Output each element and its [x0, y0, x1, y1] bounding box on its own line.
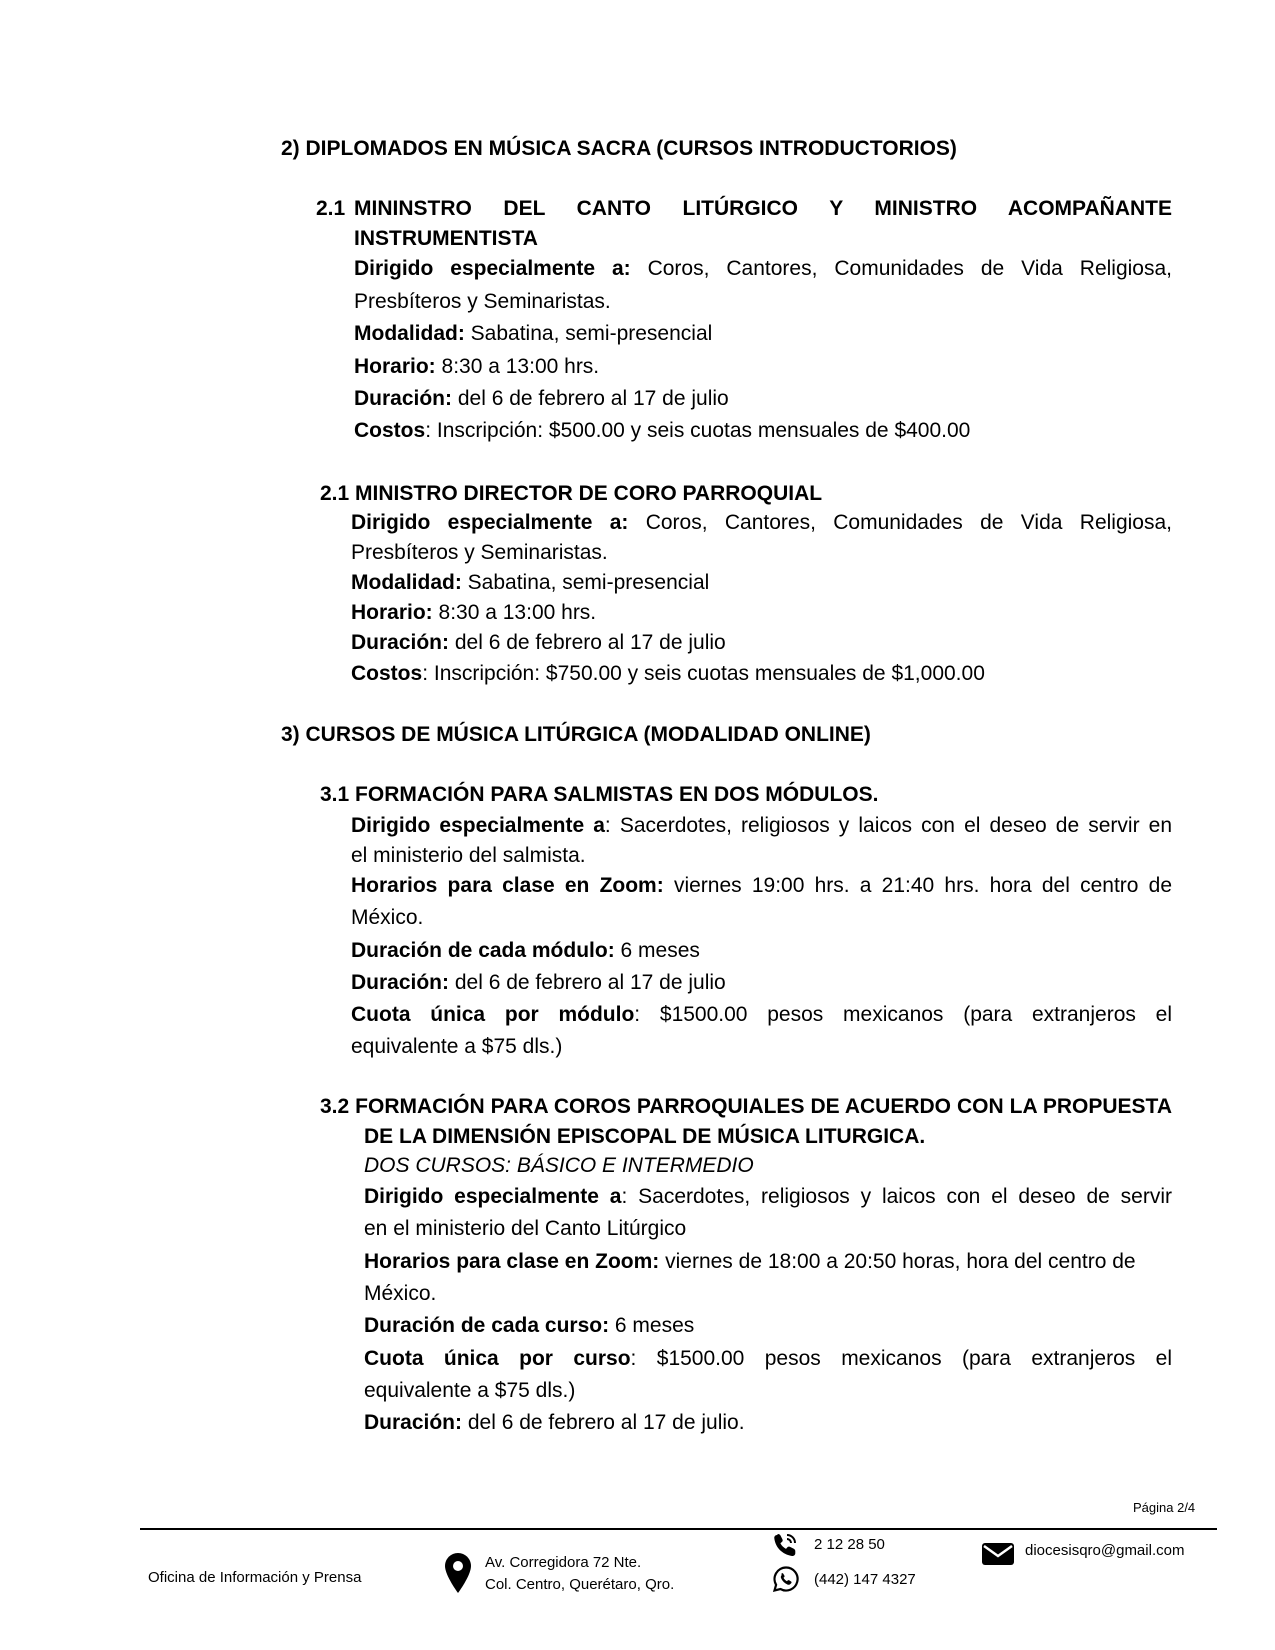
location-pin-icon — [445, 1553, 471, 1593]
label: Duración: — [351, 631, 450, 654]
value: del 6 de febrero al 17 de julio. — [467, 1411, 745, 1434]
course-3-2-horarios — [364, 1246, 1136, 1278]
course-3-2-title-line2: DE LA DIMENSIÓN EPISCOPAL DE MÚSICA LITURGICA. — [364, 1125, 926, 1148]
label: Dirigido especialmente a — [364, 1185, 622, 1208]
whatsapp-icon — [772, 1565, 800, 1593]
course-3-2-subtitle: DOS CURSOS: BÁSICO E INTERMEDIO — [364, 1154, 754, 1177]
footer-address-line2: Col. Centro, Querétaro, Qro. — [485, 1576, 675, 1593]
footer-office: Oficina de Información y Prensa — [148, 1569, 362, 1586]
footer-divider — [140, 1528, 1217, 1530]
course-3-1-cuota-cont: equivalente a $75 dls.) — [351, 1035, 563, 1058]
label: Modalidad: — [351, 571, 462, 594]
label: Cuota única por módulo — [351, 1003, 635, 1026]
value: Coros, Cantores, Comunidades de Vida Religiosa, — [645, 511, 1172, 534]
value: Coros, Cantores, Comunidades de Vida Religiosa, — [647, 257, 1172, 280]
value: : Inscripción: $750.00 y seis cuotas mensuales de $1,000.00 — [422, 662, 985, 685]
value: del 6 de febrero al 17 de julio — [457, 387, 729, 410]
course-2-1-duracion — [354, 383, 729, 415]
value: del 6 de febrero al 17 de julio — [454, 631, 726, 654]
course-3-2-duracion-curso — [364, 1310, 694, 1342]
course-3-1-horarios — [351, 870, 1172, 902]
value: : Inscripción: $500.00 y seis cuotas mensuales de $400.00 — [425, 419, 971, 442]
label: Horarios para clase en Zoom: — [364, 1250, 660, 1273]
footer-email: diocesisqro@gmail.com — [1025, 1542, 1185, 1559]
value: : Sacerdotes, religiosos y laicos con el deseo de servir en — [604, 814, 1173, 837]
label: Dirigido especialmente a — [351, 814, 605, 837]
course-3-1-duracion-modulo — [351, 935, 700, 967]
course-2-2-modalidad — [351, 567, 709, 599]
value: 8:30 a 13:00 hrs. — [441, 355, 600, 378]
footer-whatsapp: (442) 147 4327 — [814, 1571, 916, 1588]
value: Sabatina, semi-presencial — [470, 322, 713, 345]
phone-icon — [772, 1532, 798, 1558]
course-2-1-number: 2.1 — [316, 197, 346, 220]
value: : $1500.00 pesos mexicanos (para extranjeros el — [630, 1347, 1172, 1370]
course-3-1-dirigido — [351, 810, 1172, 842]
course-3-1-duracion — [351, 967, 726, 999]
label: Horario: — [354, 355, 436, 378]
value: del 6 de febrero al 17 de julio — [454, 971, 726, 994]
value: viernes 19:00 hrs. a 21:40 hrs. hora del centro de — [673, 874, 1173, 897]
section3-heading: 3) CURSOS DE MÚSICA LITÚRGICA (MODALIDAD ONLINE) — [281, 723, 871, 746]
label: Horario: — [351, 601, 433, 624]
label: Cuota única por curso — [364, 1347, 631, 1370]
label: Horarios para clase en Zoom: — [351, 874, 664, 897]
course-2-2-duracion — [351, 627, 726, 659]
value: viernes de 18:00 a 20:50 horas, hora del centro de — [665, 1250, 1136, 1273]
value: 8:30 a 13:00 hrs. — [438, 601, 597, 624]
label: Costos — [351, 662, 423, 685]
course-2-2-costos — [351, 658, 985, 690]
course-2-1-title-line1: MININSTRO DEL CANTO LITÚRGICO Y MINISTRO ACOMPAÑANTE — [354, 197, 1172, 220]
course-3-2-duracion — [364, 1407, 745, 1439]
label: Costos — [354, 419, 426, 442]
value: Sabatina, semi-presencial — [467, 571, 710, 594]
course-2-1-title-line2: INSTRUMENTISTA — [354, 227, 538, 250]
section2-heading: 2) DIPLOMADOS EN MÚSICA SACRA (CURSOS INTRODUCTORIOS) — [281, 137, 957, 160]
label: Duración de cada curso: — [364, 1314, 610, 1337]
footer-phone: 2 12 28 50 — [814, 1536, 885, 1553]
course-2-2-title: 2.1 MINISTRO DIRECTOR DE CORO PARROQUIAL — [320, 482, 823, 505]
course-2-2-dirigido — [351, 507, 1172, 539]
course-3-2-cuota-cont: equivalente a $75 dls.) — [364, 1379, 576, 1402]
value: 6 meses — [614, 1314, 695, 1337]
page-number: Página 2/4 — [1133, 1500, 1196, 1515]
label: Modalidad: — [354, 322, 465, 345]
value: 6 meses — [620, 939, 700, 962]
course-2-2-horario — [351, 597, 596, 629]
mail-icon — [982, 1541, 1014, 1567]
course-3-1-title: 3.1 FORMACIÓN PARA SALMISTAS EN DOS MÓDULOS. — [320, 783, 879, 806]
label: Duración: — [351, 971, 450, 994]
course-3-2-dirigido — [364, 1181, 1172, 1213]
course-3-2-dirigido-cont: en el ministerio del Canto Litúrgico — [364, 1217, 687, 1240]
course-2-2-dirigido-cont: Presbíteros y Seminaristas. — [351, 541, 608, 564]
value: : $1500.00 pesos mexicanos (para extranjeros el — [634, 1003, 1172, 1026]
label: Dirigido especialmente a: — [354, 257, 631, 280]
course-2-1-horario — [354, 351, 599, 383]
course-3-2-title-line1: 3.2 FORMACIÓN PARA COROS PARROQUIALES DE ACUERDO CON LA PROPUESTA — [320, 1095, 1172, 1118]
label: Dirigido especialmente a: — [351, 511, 629, 534]
label: Duración: — [364, 1411, 463, 1434]
course-3-2-cuota — [364, 1343, 1172, 1375]
course-3-1-cuota — [351, 999, 1172, 1031]
course-3-2-horarios-cont: México. — [364, 1282, 437, 1305]
course-2-1-dirigido-cont: Presbíteros y Seminaristas. — [354, 290, 611, 313]
course-2-1-dirigido — [354, 253, 1172, 285]
footer-address-line1: Av. Corregidora 72 Nte. — [485, 1554, 642, 1571]
label: Duración de cada módulo: — [351, 939, 615, 962]
course-3-1-horarios-cont: México. — [351, 906, 424, 929]
course-2-1-costos — [354, 415, 970, 447]
label: Duración: — [354, 387, 453, 410]
course-3-1-dirigido-cont: el ministerio del salmista. — [351, 844, 586, 867]
value: : Sacerdotes, religiosos y laicos con el deseo de servir — [621, 1185, 1172, 1208]
course-2-1-modalidad — [354, 318, 712, 350]
